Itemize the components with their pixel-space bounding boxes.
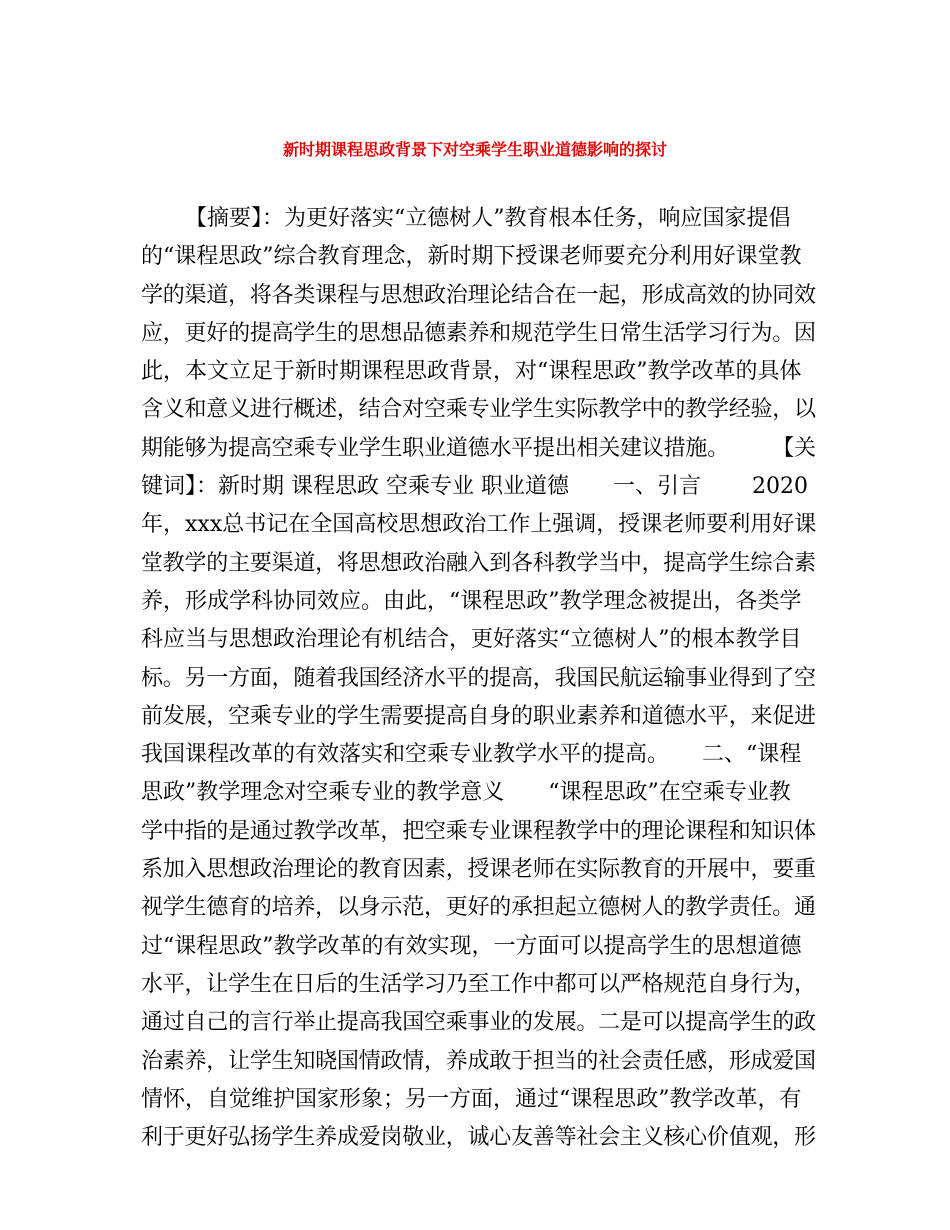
- body-line: 键词】：新时期 课程思政 空乘专业 职业道德 一、引言 2020: [141, 474, 808, 500]
- body-line: 养，形成学科协同效应。由此，“课程思政”教学理念被提出，各类学: [141, 588, 802, 614]
- body-line: 情怀，自觉维护国家形象；另一方面，通过“课程思政”教学改革，有: [141, 1086, 802, 1112]
- body-line: 前发展，空乘专业的学生需要提高自身的职业素养和道德水平，来促进: [141, 703, 816, 729]
- body-line: 思政”教学理念对空乘专业的教学意义 “课程思政”在空乘专业教: [141, 780, 791, 806]
- body-line: 堂教学的主要渠道，将思想政治融入到各科教学当中，提高学生综合素: [141, 550, 816, 576]
- body-line: 标。另一方面，随着我国经济水平的提高，我国民航运输事业得到了空: [141, 665, 816, 691]
- body-line: 我国课程改革的有效落实和空乘专业教学水平的提高。 二、“课程: [141, 742, 802, 768]
- body-line: 此，本文立足于新时期课程思政背景，对“课程思政”教学改革的具体: [141, 359, 802, 385]
- body-line: 利于更好弘扬学生养成爱岗敬业，诚心友善等社会主义核心价值观，形: [141, 1125, 816, 1151]
- body-line: 应，更好的提高学生的思想品德素养和规范学生日常生活学习行为。因: [141, 320, 816, 346]
- body-line: 系加入思想政治理论的教育因素，授课老师在实际教育的开展中，要重: [141, 857, 816, 883]
- body-line: 水平，让学生在日后的生活学习乃至工作中都可以严格规范自身行为，: [141, 971, 816, 997]
- document-title: 新时期课程思政背景下对空乘学生职业道德影响的探讨: [282, 140, 667, 159]
- body-line: 年，xxx总书记在全国高校思想政治工作上强调，授课老师要利用好课: [141, 512, 816, 538]
- body-line: 治素养，让学生知晓国情政情，养成敢于担当的社会责任感，形成爱国: [141, 1048, 816, 1074]
- body-line: 科应当与思想政治理论有机结合，更好落实“立德树人”的根本教学目: [141, 627, 802, 653]
- body-line: 学中指的是通过教学改革，把空乘专业课程教学中的理论课程和知识体: [141, 818, 816, 844]
- body-line: 含义和意义进行概述，结合对空乘专业学生实际教学中的教学经验，以: [141, 397, 816, 423]
- body-line: 【摘要】：为更好落实“立德树人”教育根本任务，响应国家提倡: [185, 206, 791, 231]
- document-body: [141, 200, 816, 1157]
- body-line: 的“课程思政”综合教育理念，新时期下授课老师要充分利用好课堂教: [141, 244, 802, 270]
- body-line: 视学生德育的培养，以身示范，更好的承担起立德树人的教学责任。通: [141, 895, 816, 921]
- body-line: 学的渠道，将各类课程与思想政治理论结合在一起，形成高效的协同效: [141, 282, 816, 308]
- body-line: 过“课程思政”教学改革的有效实现，一方面可以提高学生的思想道德: [141, 933, 802, 959]
- body-line: 通过自己的言行举止提高我国空乘事业的发展。二是可以提高学生的政: [141, 1010, 816, 1036]
- body-line: 期能够为提高空乘专业学生职业道德水平提出相关建议措施。 【关: [141, 435, 816, 461]
